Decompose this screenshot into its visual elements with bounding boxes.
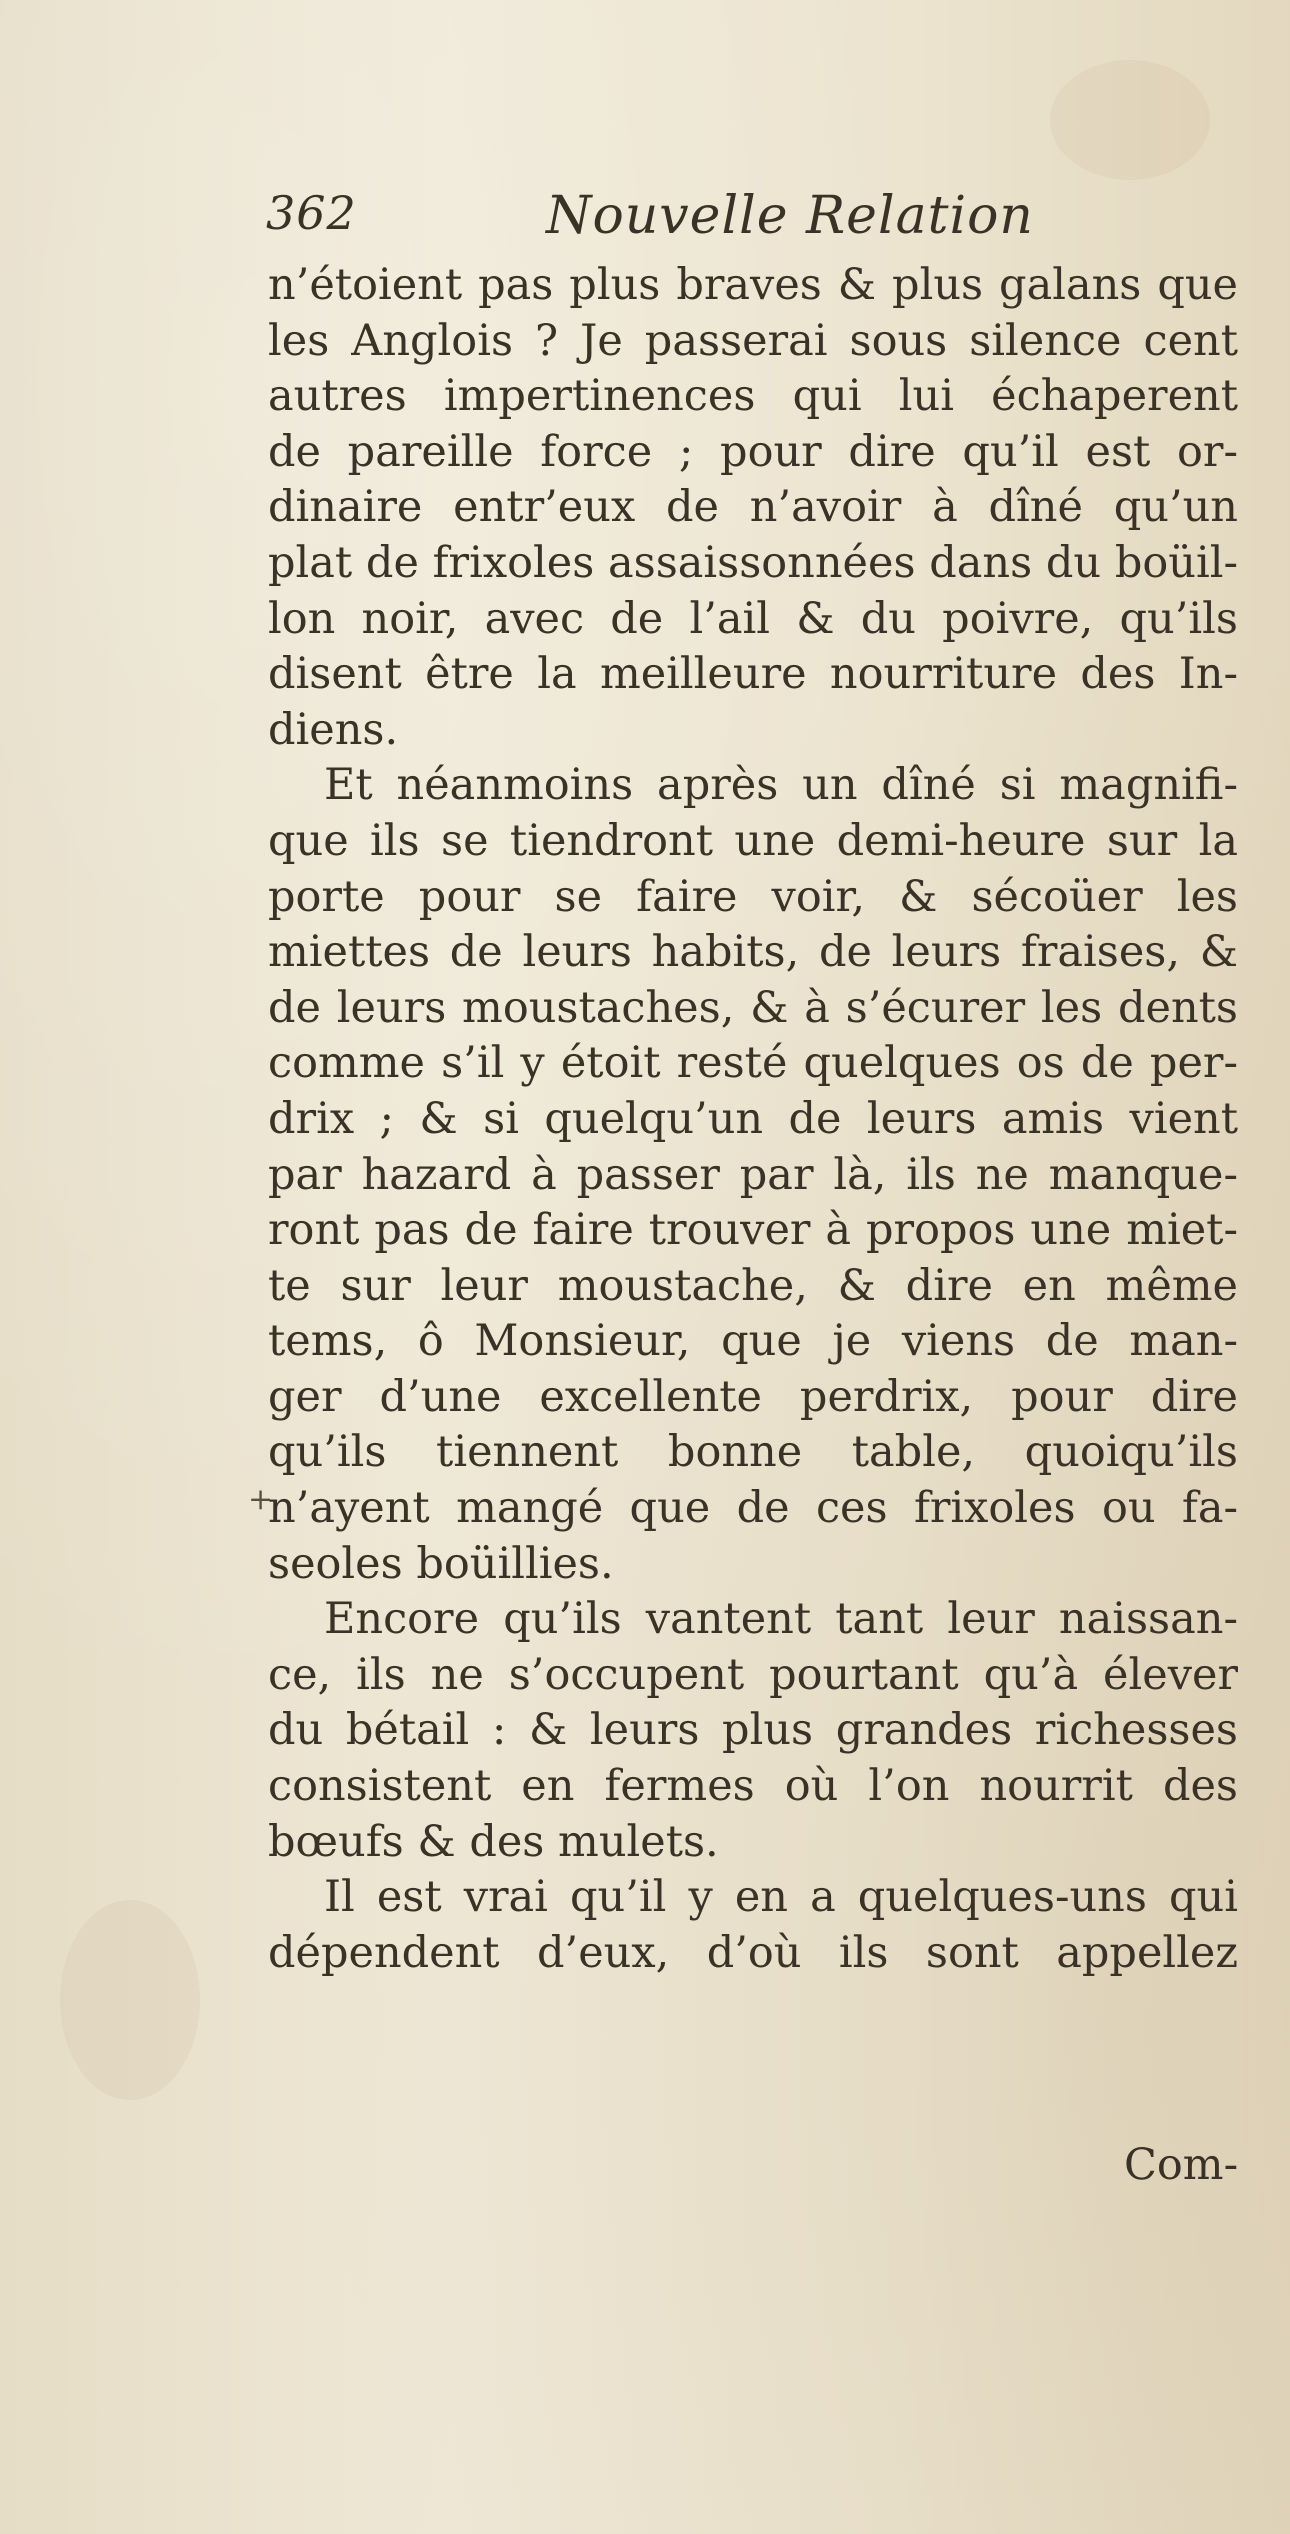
text-line: du bétail : & leurs plus grandes richesses <box>268 1705 1238 1756</box>
text-line: bœufs & des mulets. <box>268 1816 719 1867</box>
text-line: dépendent d’eux, d’où ils sont appellez <box>268 1927 1238 1978</box>
text-line: te sur leur moustache, & dire en même <box>268 1260 1238 1311</box>
text-line: consistent en fermes où l’on nourrit des <box>268 1761 1238 1812</box>
text-line: n’étoient pas plus braves & plus galans que <box>268 260 1238 310</box>
running-head <box>266 186 1046 256</box>
text-line: miettes de leurs habits, de leurs fraises, & <box>268 927 1238 978</box>
paper-stain <box>60 1900 200 2100</box>
text-line: lon noir, avec de l’ail & du poivre, qu’ils <box>268 593 1238 644</box>
text-line: ger d’une excellente perdrix, pour dire <box>268 1371 1238 1422</box>
text-line: de pareille force ; pour dire qu’il est or- <box>268 426 1238 477</box>
text-line: ce, ils ne s’occupent pourtant qu’à élever <box>268 1649 1238 1700</box>
text-line: par hazard à passer par là, ils ne manque- <box>268 1149 1238 1200</box>
text-line: disent être la meilleure nourriture des In- <box>268 649 1238 700</box>
text-line: dinaire entr’eux de n’avoir à dîné qu’un <box>268 482 1238 533</box>
text-line: porte pour se faire voir, & sécoüer les <box>268 871 1238 922</box>
paragraph-start-line: Encore qu’ils vantent tant leur naissan- <box>324 1594 1238 1645</box>
text-line: drix ; & si quelqu’un de leurs amis vient <box>268 1093 1238 1144</box>
text-line: seoles boüillies. <box>268 1538 614 1589</box>
paper-stain <box>1050 60 1210 180</box>
running-title: Nouvelle Relation <box>546 186 1034 246</box>
text-line: diens. <box>268 704 399 755</box>
text-line: ront pas de faire trouver à propos une miet- <box>268 1205 1238 1256</box>
margin-mark: + <box>248 1482 274 1517</box>
page-number: 362 <box>266 186 357 240</box>
text-line: qu’ils tiennent bonne table, quoiqu’ils <box>268 1427 1238 1478</box>
text-line: tems, ô Monsieur, que je viens de man- <box>268 1316 1238 1367</box>
text-line: autres impertinences qui lui échaperent <box>268 371 1238 422</box>
body-text <box>268 258 1238 1981</box>
text-line: les Anglois ? Je passerai sous silence cent <box>268 315 1238 366</box>
text-line: que ils se tiendront une demi-heure sur la <box>268 815 1238 866</box>
paragraph-start-line: Et néanmoins après un dîné si magnifi- <box>324 760 1238 811</box>
text-line: comme s’il y étoit resté quelques os de per- <box>268 1038 1238 1089</box>
paragraph-start-line: Il est vrai qu’il y en a quelques-uns qui <box>324 1872 1238 1923</box>
text-line: n’ayent mangé que de ces frixoles ou fa- <box>268 1483 1238 1534</box>
text-line: plat de frixoles assaissonnées dans du boüil- <box>268 537 1238 588</box>
catchword: Com- <box>1124 2140 1239 2190</box>
text-line: de leurs moustaches, & à s’écurer les dents <box>268 982 1238 1033</box>
